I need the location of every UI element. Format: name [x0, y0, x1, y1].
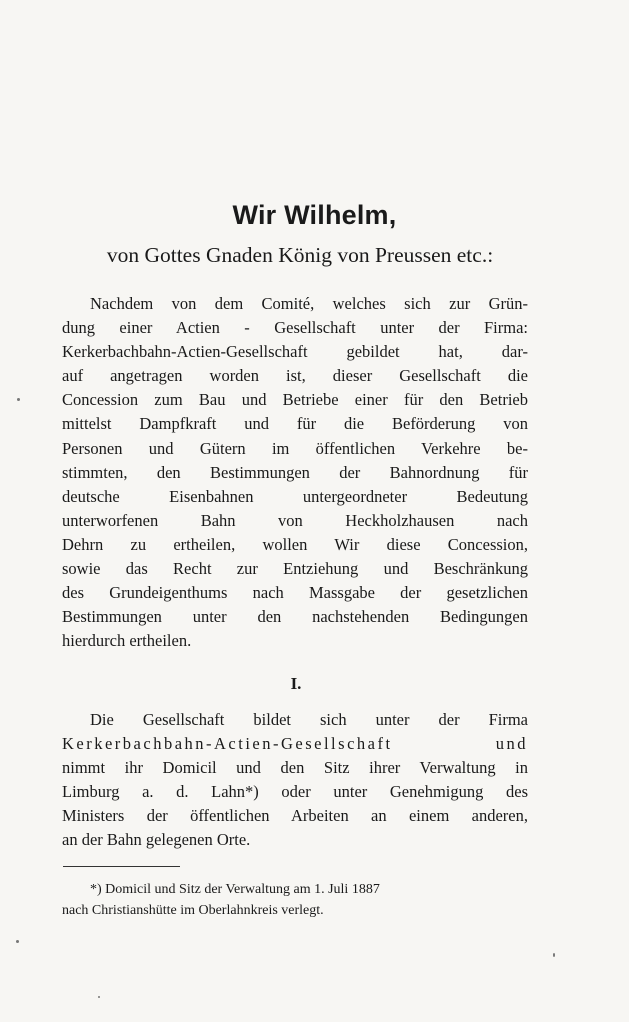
text-line: Die Gesellschaft bildet sich unter der Firma — [90, 710, 528, 729]
section-paragraph — [62, 708, 528, 853]
text-line: an der Bahn gelegenen Orte. — [62, 830, 251, 850]
section-heading: I. — [290, 674, 302, 693]
text-line: des Grundeigenthums nach Massgabe der gesetzlichen — [62, 583, 528, 603]
page-subtitle: von Gottes Gnaden König von Preussen etc.: — [106, 243, 494, 267]
paper-speck — [16, 940, 19, 943]
text-line: hierdurch ertheilen. — [62, 631, 192, 651]
text-line: sowie das Recht zur Entziehung und Beschränkung — [62, 559, 528, 579]
text-line: Concession zum Bau und Betriebe einer für den Betrieb — [62, 390, 528, 410]
text-line: auf angetragen worden ist, dieser Gesellschaft die — [62, 366, 528, 386]
text-line: Ministers der öffentlichen Arbeiten an einem anderen, — [62, 806, 528, 826]
text-line: nimmt ihr Domicil und den Sitz ihrer Verwaltung in — [62, 758, 528, 778]
text-line: stimmten, den Bestimmungen der Bahnordnung für — [62, 462, 528, 482]
text-line: dung einer Actien - Gesellschaft unter der Firma: — [62, 318, 528, 338]
page-title: Wir Wilhelm, — [232, 200, 397, 230]
text-line: Dehrn zu ertheilen, wollen Wir diese Concession, — [62, 534, 528, 554]
text-line: Bestimmungen unter den nachstehenden Bedingungen — [62, 607, 528, 627]
paper-speck — [17, 398, 20, 401]
paper-speck — [553, 953, 555, 957]
text-line: Kerkerbachbahn-Actien-Gesellschaft gebildet hat, dar- — [62, 342, 528, 362]
preamble-paragraph — [62, 292, 528, 653]
text-line: deutsche Eisenbahnen untergeordneter Bedeutung — [62, 486, 528, 506]
text-line: unterworfenen Bahn von Heckholzhausen nach — [62, 510, 528, 530]
footnote — [62, 879, 528, 921]
footnote-divider — [63, 866, 180, 867]
paper-speck — [98, 996, 100, 998]
footnote-line: *) Domicil und Sitz der Verwaltung am 1. Juli 1887 — [90, 882, 380, 897]
footnote-line: nach Christianshütte im Oberlahnkreis verlegt. — [62, 903, 324, 918]
text-line: Personen und Gütern im öffentlichen Verkehre be- — [62, 438, 528, 458]
text-line: mittelst Dampfkraft und für die Beförderung von — [62, 414, 528, 434]
text-line: Kerkerbachbahn-Actien-Gesellschaft und — [62, 734, 528, 754]
text-line: Limburg a. d. Lahn*) oder unter Genehmigung des — [62, 782, 528, 802]
text-line: Nachdem von dem Comité, welches sich zur Grün- — [90, 294, 528, 313]
